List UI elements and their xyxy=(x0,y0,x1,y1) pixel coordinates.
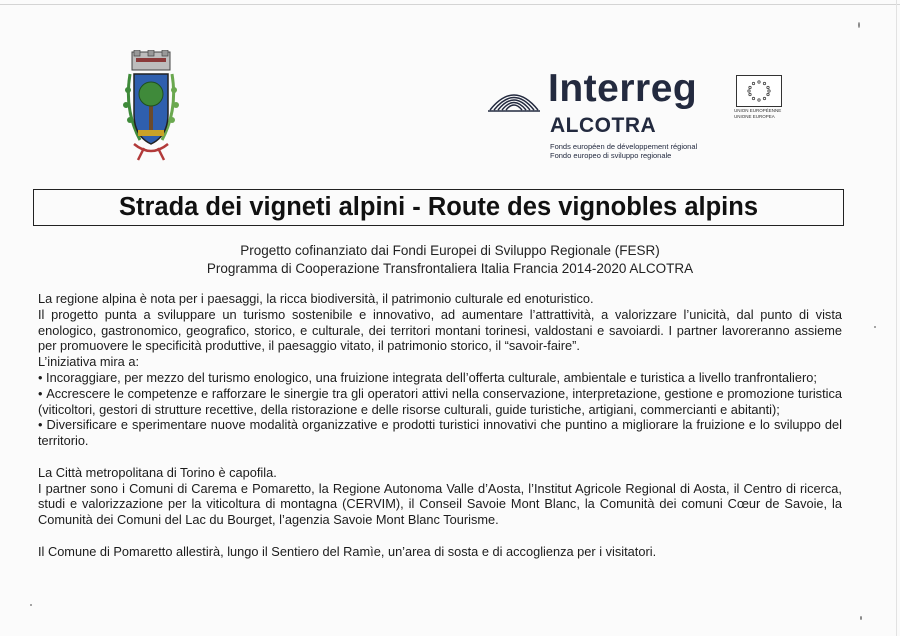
body-text xyxy=(38,291,842,560)
eu-label xyxy=(734,108,781,120)
bullet-item: • Incoraggiare, per mezzo del turismo enologico, una fruizione integrata dell’offerta culturale, ambientale e turistica a livello tranfrontaliero; xyxy=(38,370,842,386)
eu-label-it: UNIONE EUROPEA xyxy=(734,114,775,119)
title-box xyxy=(33,189,844,226)
bullet-item: • Accrescere le competenze e rafforzare le sinergie tra gli operatori attivi nella conservazione, interpretazione, gestione e promozione turistica (viticoltori, gestori di strutture recettive, della ristorazione e delle risorse culturali, guide turistiche, artigiani, commercianti e abitanti); xyxy=(38,386,842,418)
eu-label-fr: UNION EUROPÉENNE xyxy=(734,108,782,113)
scan-speck xyxy=(30,604,32,606)
subtitle-line-1: Progetto cofinanziato dai Fondi Europei di Sviluppo Regionale (FESR) xyxy=(240,243,660,258)
paragraph-gap xyxy=(38,449,842,465)
scan-speck xyxy=(860,616,862,620)
eu-flag-icon xyxy=(736,75,782,107)
scan-edge-line xyxy=(0,4,900,5)
interreg-wordmark: Interreg xyxy=(548,67,698,110)
paragraph-lead-partner: La Città metropolitana di Torino è capofila. xyxy=(38,464,277,480)
scan-speck xyxy=(858,22,860,28)
page-title: Strada dei vigneti alpini - Route des vignobles alpins xyxy=(118,193,759,221)
bullet-item: • Diversificare e sperimentare nuove modalità organizzative e prodotti turistici innovativi che puntino a migliorare la fruizione e lo sviluppo del territorio. xyxy=(38,417,842,449)
paragraph-pomaretto: Il Comune di Pomaretto allestirà, lungo il Sentiero del Ramìe, un’area di sosta e di accoglienza per i visitatori. xyxy=(38,543,657,559)
paragraph-project: Il progetto punta a sviluppare un turismo sostenibile e innovativo, ad aumentare l’attrattività, a valorizzare l’unicità, dal punto di vista enologico, gastronomico, geografico, storico, e culturale, dei territori montani torinesi, valdostani e savoiardi. I partner lavoreranno assieme per promuovere le specificità produttive, il paesaggio vitato, il patrimonio storico, il “savoir-faire”. xyxy=(38,306,842,354)
paragraph-aims-heading: L’iniziativa mira a: xyxy=(38,354,139,370)
scan-speck xyxy=(874,326,876,328)
subtitle-line-2: Programma di Cooperazione Transfrontaliera Italia Francia 2014-2020 ALCOTRA xyxy=(206,261,694,276)
paragraph-gap xyxy=(38,528,842,544)
interreg-mountain-icon xyxy=(488,80,540,114)
fund-caption-fr: Fonds européen de développement régional xyxy=(550,142,698,151)
interreg-alcotra-logo xyxy=(488,67,788,165)
paragraph-partners: I partner sono i Comuni di Carema e Pomaretto, la Regione Autonoma Valle d’Aosta, l’Institut Agricole Regional di Aosta, il Centro di ricerca, studi e valorizzazione per la viticoltura di montagna (CERVIM), il Conseil Savoie Mont Blanc, la Comunità dei comuni Cœur de Savoie, la Comunità dei Comuni del Lac du Bourget, l’agenzia Savoie Mont Blanc Tourisme. xyxy=(38,480,842,528)
fund-caption xyxy=(550,142,697,160)
fund-caption-it: Fondo europeo di sviluppo regionale xyxy=(550,151,672,160)
municipal-coat-of-arms-icon xyxy=(90,50,212,168)
scan-edge-right xyxy=(896,0,897,636)
paragraph-intro: La regione alpina è nota per i paesaggi, la ricca biodiversità, il patrimonio culturale ed enoturistico. xyxy=(38,291,594,306)
alcotra-wordmark: ALCOTRA xyxy=(550,114,657,137)
